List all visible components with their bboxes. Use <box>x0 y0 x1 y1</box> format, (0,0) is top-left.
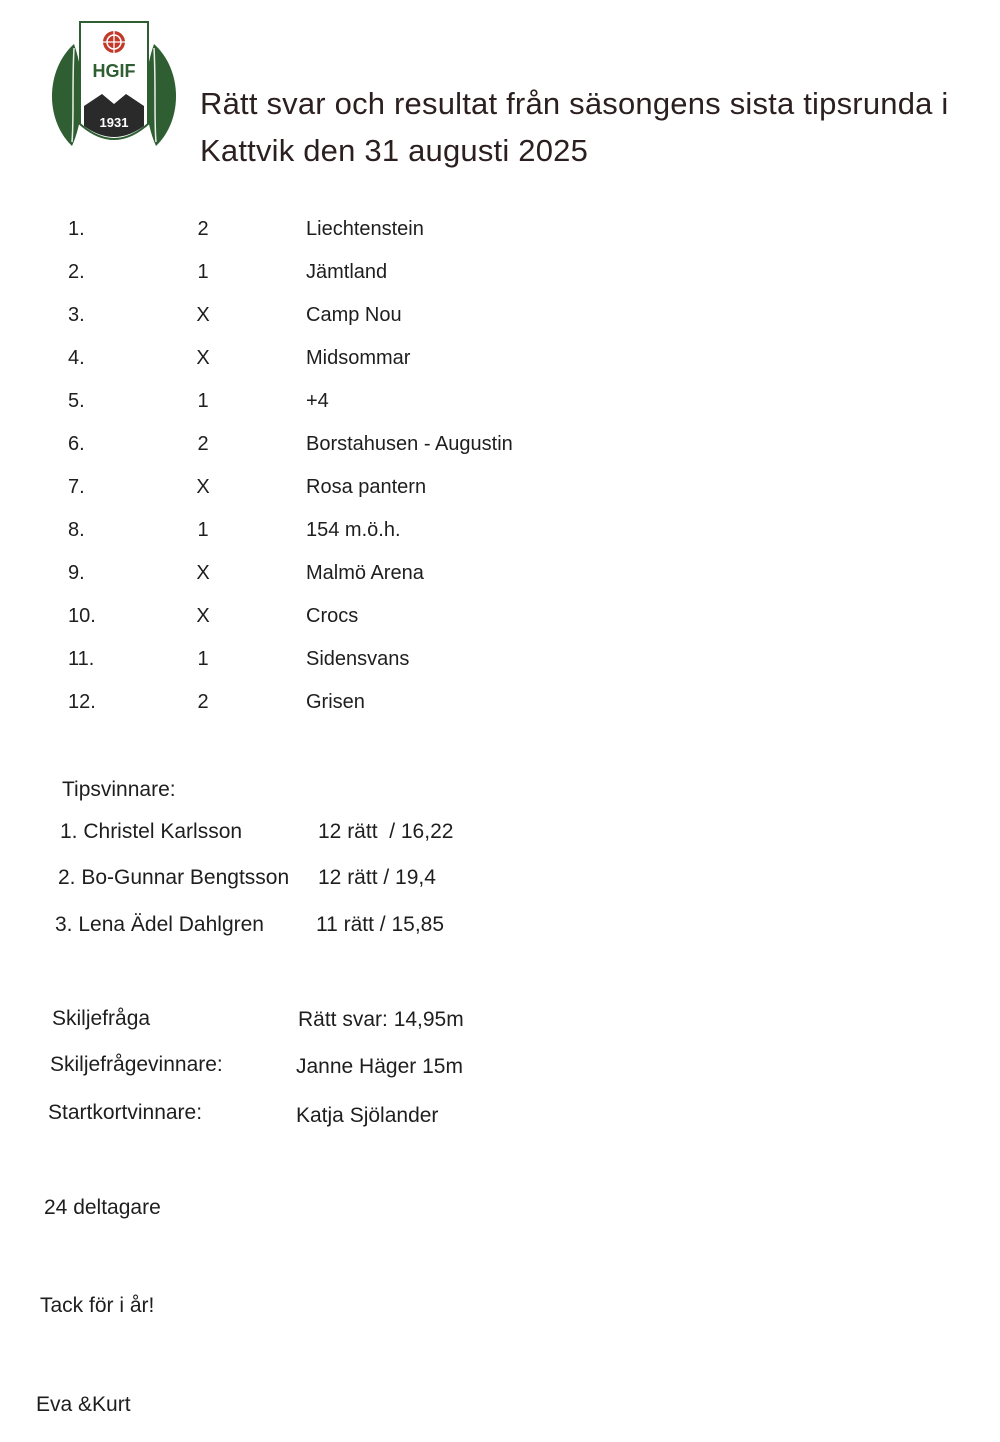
winners-list <box>55 820 558 960</box>
logo-year: 1931 <box>99 115 129 130</box>
left-leaf-shape <box>52 44 82 146</box>
answer-sign: X <box>196 562 210 584</box>
answer-text: +4 <box>306 390 329 412</box>
answer-text: 154 m.ö.h. <box>306 519 401 541</box>
thanks-text: Tack för i år! <box>40 1294 155 1317</box>
right-leaf-shape <box>146 44 176 146</box>
answer-sign: 2 <box>197 433 209 455</box>
answer-text: Liechtenstein <box>306 218 424 240</box>
question-number: 12. <box>68 691 96 713</box>
question-number: 7. <box>68 476 85 498</box>
winner-row <box>58 866 538 896</box>
answers-list <box>68 218 668 718</box>
question-number: 11. <box>68 648 95 670</box>
question-number: 5. <box>68 390 85 412</box>
winner-result: 11 rätt / 15,85 <box>316 913 445 936</box>
answer-sign: X <box>196 605 210 627</box>
question-number: 3. <box>68 304 85 326</box>
answer-text: Malmö Arena <box>306 562 424 584</box>
page-title: Rätt svar och resultat från säsongens sista tipsrunda i Kattvik den 31 augusti 2025 <box>200 86 949 168</box>
question-number: 10. <box>68 605 96 627</box>
startcard-winner: Katja Sjölander <box>296 1104 439 1127</box>
answer-sign: 2 <box>197 218 209 240</box>
answer-sign: X <box>196 347 210 369</box>
question-number: 1. <box>68 218 85 240</box>
hgif-club-logo <box>44 14 184 156</box>
answer-sign: 1 <box>197 261 209 283</box>
logo-text: HGIF <box>92 61 136 81</box>
answer-text: Grisen <box>306 691 365 713</box>
startcard-winner-label: Startkortvinnare: <box>48 1101 203 1124</box>
tiebreak-answer: Rätt svar: 14,95m <box>298 1008 464 1031</box>
answer-sign: 1 <box>197 390 209 412</box>
answer-text: Jämtland <box>306 261 388 283</box>
winner-row <box>55 913 535 943</box>
question-number: 8. <box>68 519 85 541</box>
answer-text: Borstahusen - Augustin <box>306 433 513 455</box>
participants-count: 24 deltagare <box>44 1196 161 1219</box>
winners-heading: Tipsvinnare: <box>62 778 176 801</box>
question-number: 9. <box>68 562 85 584</box>
answer-sign: 2 <box>197 691 209 713</box>
tiebreak-winner: Janne Häger 15m <box>296 1055 463 1078</box>
winner-result: 12 rätt / 19,4 <box>318 866 436 889</box>
winner-row <box>60 820 540 850</box>
tiebreak-winner-label: Skiljefrågevinnare: <box>50 1053 223 1076</box>
answer-text: Rosa pantern <box>306 476 427 498</box>
question-number: 6. <box>68 433 85 455</box>
answer-text: Crocs <box>306 605 359 627</box>
answer-sign: 1 <box>197 519 209 541</box>
winner-name: 2. Bo-Gunnar Bengtsson <box>58 866 290 889</box>
question-number: 4. <box>68 347 85 369</box>
answer-text: Sidensvans <box>306 648 410 670</box>
answer-sign: X <box>196 304 210 326</box>
winner-result: 12 rätt / 16,22 <box>318 820 454 843</box>
tiebreak-question-label: Skiljefråga <box>52 1007 151 1030</box>
answer-text: Camp Nou <box>306 304 402 326</box>
answer-sign: X <box>196 476 210 498</box>
answer-text: Midsommar <box>306 347 411 369</box>
question-number: 2. <box>68 261 85 283</box>
answer-sign: 1 <box>197 648 209 670</box>
winner-name: 1. Christel Karlsson <box>60 820 243 843</box>
winner-name: 3. Lena Ädel Dahlgren <box>55 913 264 936</box>
signature: Eva &Kurt <box>36 1393 131 1416</box>
